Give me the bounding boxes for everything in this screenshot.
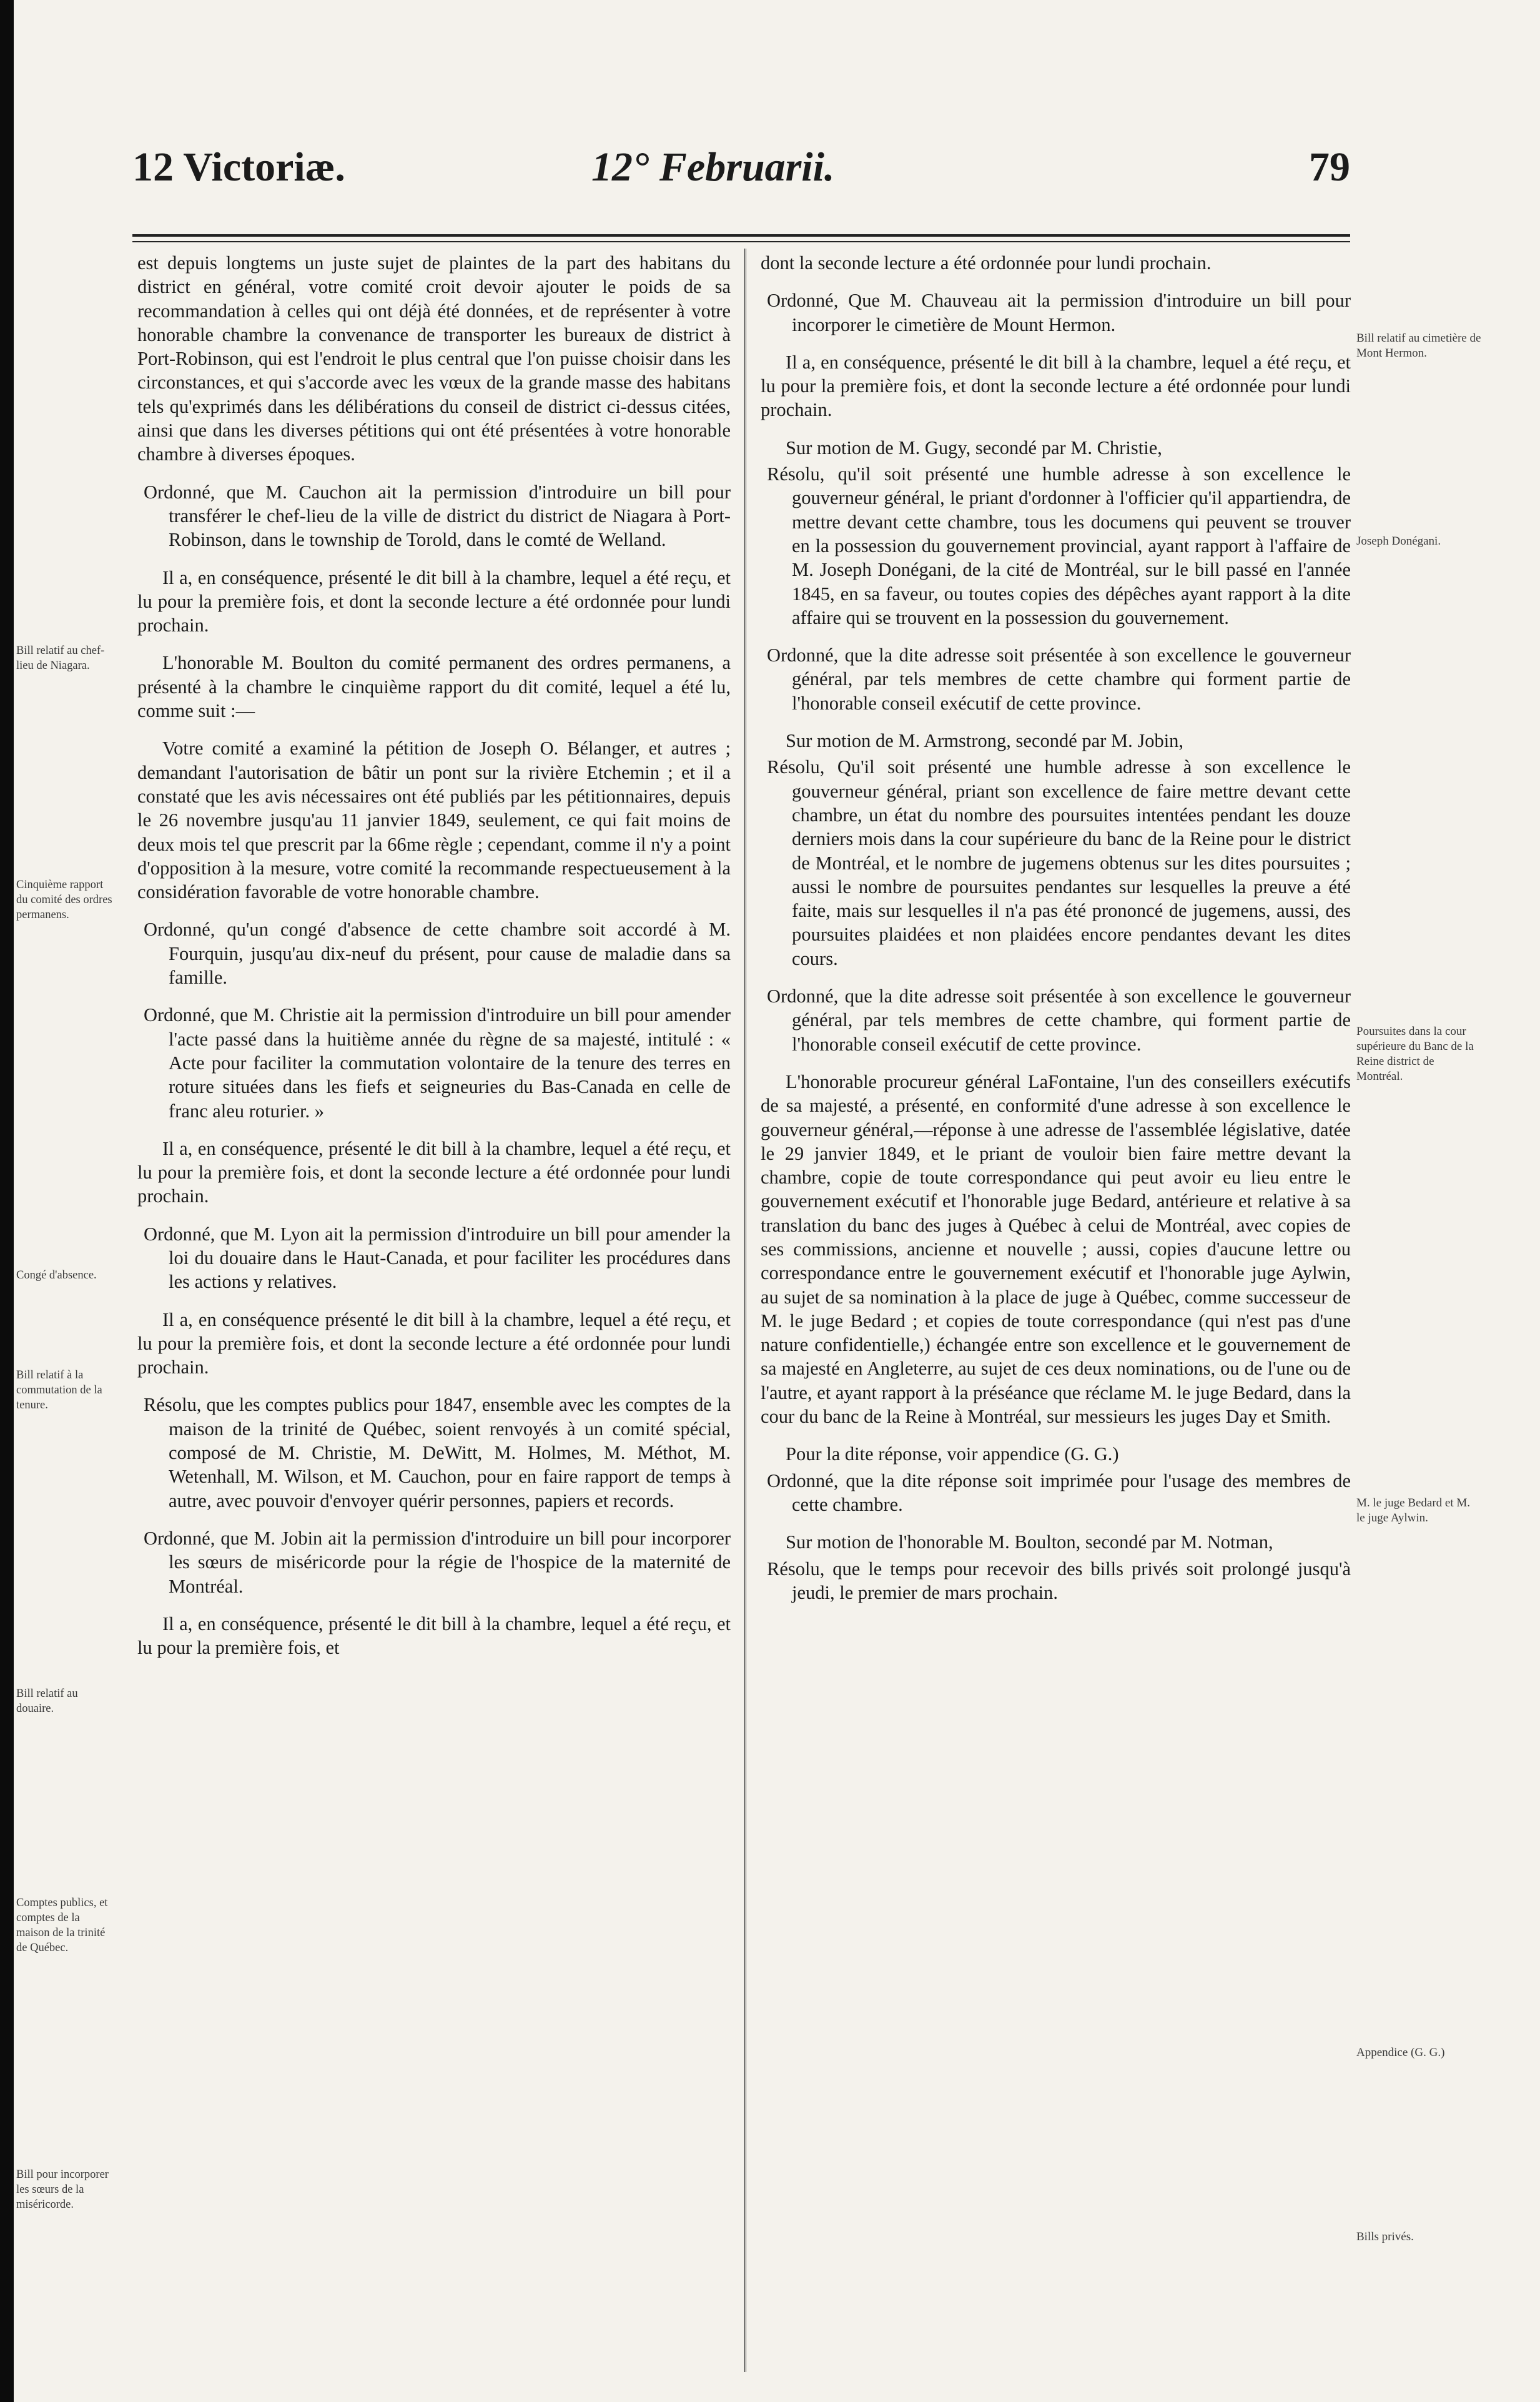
column-separator [744, 249, 746, 2372]
paragraph: Ordonné, que M. Christie ait la permission d'introduire un bill pour amender l'acte passé dans la huitième année du règne de sa majesté, intitulé : « Acte pour faciliter la commutation volontaire de la tenure des terres en roture situées dans les fiefs et seigneuries du Bas-Canada en celle de franc aleu roturier. » [144, 1004, 731, 1122]
margin-note: Bills privés. [1356, 2230, 1414, 2243]
paragraph: Résolu, que les comptes publics pour 1847, ensemble avec les comptes de la maison de la trinité de Québec, soient renvoyés à un comité spécial, composé de M. Christie, M. DeWitt, M. Holmes, M. Méthot, M. Wetenhall, M. Wilson, et M. Cauchon, pour en faire rapport de temps à autre, avec pouvoir d'envoyer quérir personnes, papiers et records. [144, 1394, 731, 1511]
margin-note: Appendice (G. G.) [1356, 2046, 1445, 2059]
margin-note: Congé d'absence. [16, 1269, 97, 1282]
scan-edge [0, 0, 14, 2402]
paragraph: Ordonné, qu'un congé d'absence de cette chambre soit accordé à M. Fourquin, jusqu'au dix-neuf du présent, pour cause de maladie dans sa famille. [144, 919, 731, 989]
paragraph: Pour la dite réponse, voir appendice (G. G.) [786, 1443, 1119, 1465]
margin-note: Comptes publics, et comptes de la maison de la trinité de Québec. [16, 1897, 108, 1954]
paragraph: Ordonné, que M. Jobin ait la permission d'introduire un bill pour incorporer les sœurs de miséricorde pour la régie de l'hospice de la maternité de Montréal. [144, 1527, 731, 1597]
paragraph: Il a, en conséquence, présenté le dit bill à la chambre, lequel a été reçu, et lu pour la première fois, et dont la seconde lecture a été ordonnée pour lundi prochain. [761, 351, 1351, 421]
paragraph: Ordonné, que la dite réponse soit imprimée pour l'usage des membres de cette chambre. [767, 1470, 1351, 1515]
regnal-year: 12 Victoriæ. [132, 144, 345, 190]
page-header [132, 144, 1350, 212]
paragraph: Il a, en conséquence présenté le dit bill à la chambre, lequel a été reçu, et lu pour la première fois, et dont la seconde lecture a été ordonnée pour lundi prochain. [137, 1308, 731, 1378]
paragraph: Ordonné, que M. Cauchon ait la permission d'introduire un bill pour transférer le chef-lieu de la ville de district du district de Niagara à Port-Robinson, dans le township de Torold, dans le comté de Welland. [144, 481, 731, 551]
paragraph: Il a, en conséquence, présenté le dit bill à la chambre, lequel a été reçu, et lu pour la première fois, et dont la seconde lecture a été ordonnée pour lundi prochain. [137, 1137, 731, 1207]
margin-note: Bill relatif à la commutation de la tenure. [16, 1369, 102, 1411]
margin-note: Bill relatif au douaire. [16, 1688, 78, 1715]
paragraph: Sur motion de l'honorable M. Boulton, secondé par M. Notman, [786, 1531, 1273, 1553]
margin-note: Bill relatif au cimetière de Mont Hermon. [1356, 332, 1481, 360]
paragraph: L'honorable procureur général LaFontaine, l'un des conseillers exécutifs de sa majesté, a présenté, en conformité d'une adresse à son excellence le gouverneur général,—réponse à une adresse de l'assemblée législative, datée le 29 janvier 1849, et le priant de vouloir bien faire mettre devant la chambre, copie de toute correspondance qui peut avoir eu lieu entre le gouvernement exécutif et l'honorable juge Bedard, antérieure et relative à sa translation du banc des juges à Québec à celui de Montréal, avec copies de ses commissions, ancienne et nouvelle ; aussi, copies d'aucune lettre ou correspondance entre le gouvernement exécutif et l'honorable juge Aylwin, au sujet de sa nomination à la place de juge à Québec, comme successeur de M. le juge Bedard ; et copies de toute correspondance (qui n'est pas d'une nature confidentielle,) échangée entre son excellence et le gouvernement de sa majesté en Angleterre, au sujet de ces deux nominations, ou de l'une ou de l'autre, et ayant rapport à la préséance que réclame M. le juge Bedard, dans la cour du banc de la Reine à Montréal, sur messieurs les juges Day et Smith. [761, 1070, 1351, 1428]
margin-note: Poursuites dans la cour supérieure du Banc de la Reine district de Montréal. [1356, 1025, 1474, 1083]
paragraph: Ordonné, Que M. Chauveau ait la permission d'introduire un bill pour incorporer le cimetière de Mount Hermon. [767, 290, 1351, 335]
margin-note: Bill pour incorporer les sœurs de la miséricorde. [16, 2168, 109, 2211]
paragraph: Ordonné, que la dite adresse soit présentée à son excellence le gouverneur général, par tels membres de cette chambre, qui forment partie de l'honorable conseil exécutif de cette province. [767, 986, 1351, 1055]
right-column [761, 251, 1351, 1618]
paragraph: dont la seconde lecture a été ordonnée pour lundi prochain. [761, 252, 1212, 274]
session-date: 12° Februarii. [591, 144, 835, 190]
paragraph: Résolu, qu'il soit présenté une humble adresse à son excellence le gouverneur général, le priant d'ordonner à l'officier qu'il appartiendra, de mettre devant cette chambre, tous les documens qui peuvent se trouver en la possession du gouvernement provincial, ayant rapport à l'affaire de M. Joseph Donégani, de la cité de Montréal, sur le bill passé en l'année 1845, en sa faveur, ou toutes copies des dépêches ayant rapport à la dite affaire qui se trouvent en la possession du gouvernement. [767, 463, 1351, 628]
page-number: 79 [1309, 144, 1350, 190]
page [14, 0, 1540, 2402]
paragraph: Ordonné, que M. Lyon ait la permission d'introduire un bill pour amender la loi du douaire dans le Haut-Canada, et pour faciliter les procédures dans les actions y relatives. [144, 1223, 731, 1293]
margin-note: Bill relatif au chef-lieu de Niagara. [16, 645, 105, 672]
margin-note: M. le juge Bedard et M. le juge Aylwin. [1356, 1496, 1471, 1525]
paragraph: Sur motion de M. Gugy, secondé par M. Christie, [786, 437, 1162, 458]
paragraph: Résolu, Qu'il soit présenté une humble adresse à son excellence le gouverneur général, priant son excellence de faire mettre devant cette chambre, un état du nombre des poursuites intentées pendant les douze derniers mois dans la cour supérieure du banc de la Reine pour le district de Montréal, et le nombre de jugemens obtenus sur les dites poursuites ; aussi le nombre de poursuites pendantes sur lesquelles la preuve a été faite, mais sur lesquelles il n'a pas été prononcé de jugemens, aussi, des poursuites plaidées et non plaidées encore pendantes devant les dites cours. [767, 756, 1351, 969]
paragraph: est depuis longtems un juste sujet de plaintes de la part des habitans du district en général, votre comité croit devoir ajouter le poids de sa recommandation à celles qui ont déjà été données, et de représenter à votre honorable chambre la convenance de transporter les bureaux de district à Port-Robinson, qui est l'endroit le plus central que l'on puisse choisir dans les circonstances, et qui s'accorde avec les vœux de la grande masse des habitans tels qu'exprimés dans les délibérations du conseil de district ci-dessus citées, ainsi que dans les diverses pétitions qui ont été présentées à votre honorable chambre à diverses époques. [137, 252, 731, 465]
paragraph: Il a, en conséquence, présenté le dit bill à la chambre, lequel a été reçu, et lu pour la première fois, et [137, 1613, 731, 1659]
paragraph: Sur motion de M. Armstrong, secondé par M. Jobin, [786, 730, 1184, 752]
paragraph: L'honorable M. Boulton du comité permanent des ordres permanens, a présenté à la chambre le cinquième rapport du dit comité, lequel a été lu, comme suit :— [137, 652, 731, 722]
paragraph: Votre comité a examiné la pétition de Joseph O. Bélanger, et autres ; demandant l'autorisation de bâtir un pont sur la rivière Etchemin ; et il a constaté que les avis nécessaires ont été publiés par les pétitionnaires, depuis le 26 novembre jusqu'au 11 janvier 1849, seulement, ce qui fait moins de deux mois tel que prescrit par la 66me règle ; cependant, comme il n'y a point d'opposition à la mesure, votre comité la recommande respectueusement à la considération favorable de votre honorable chambre. [137, 738, 731, 903]
paragraph: Résolu, que le temps pour recevoir des bills privés soit prolongé jusqu'à jeudi, le premier de mars prochain. [767, 1558, 1351, 1603]
header-rule [132, 234, 1350, 237]
paragraph: Il a, en conséquence, présenté le dit bill à la chambre, lequel a été reçu, et lu pour la première fois, et dont la seconde lecture a été ordonnée pour lundi prochain. [137, 566, 731, 636]
left-column [137, 251, 731, 1673]
margin-note: Cinquième rapport du comité des ordres permanens. [16, 879, 112, 921]
paragraph: Ordonné, que la dite adresse soit présentée à son excellence le gouverneur général, par tels membres de cette chambre qui forment partie de l'honorable conseil exécutif de cette province. [767, 645, 1351, 714]
margin-note: Joseph Donégani. [1356, 535, 1441, 548]
header-rule-thin [132, 241, 1350, 242]
